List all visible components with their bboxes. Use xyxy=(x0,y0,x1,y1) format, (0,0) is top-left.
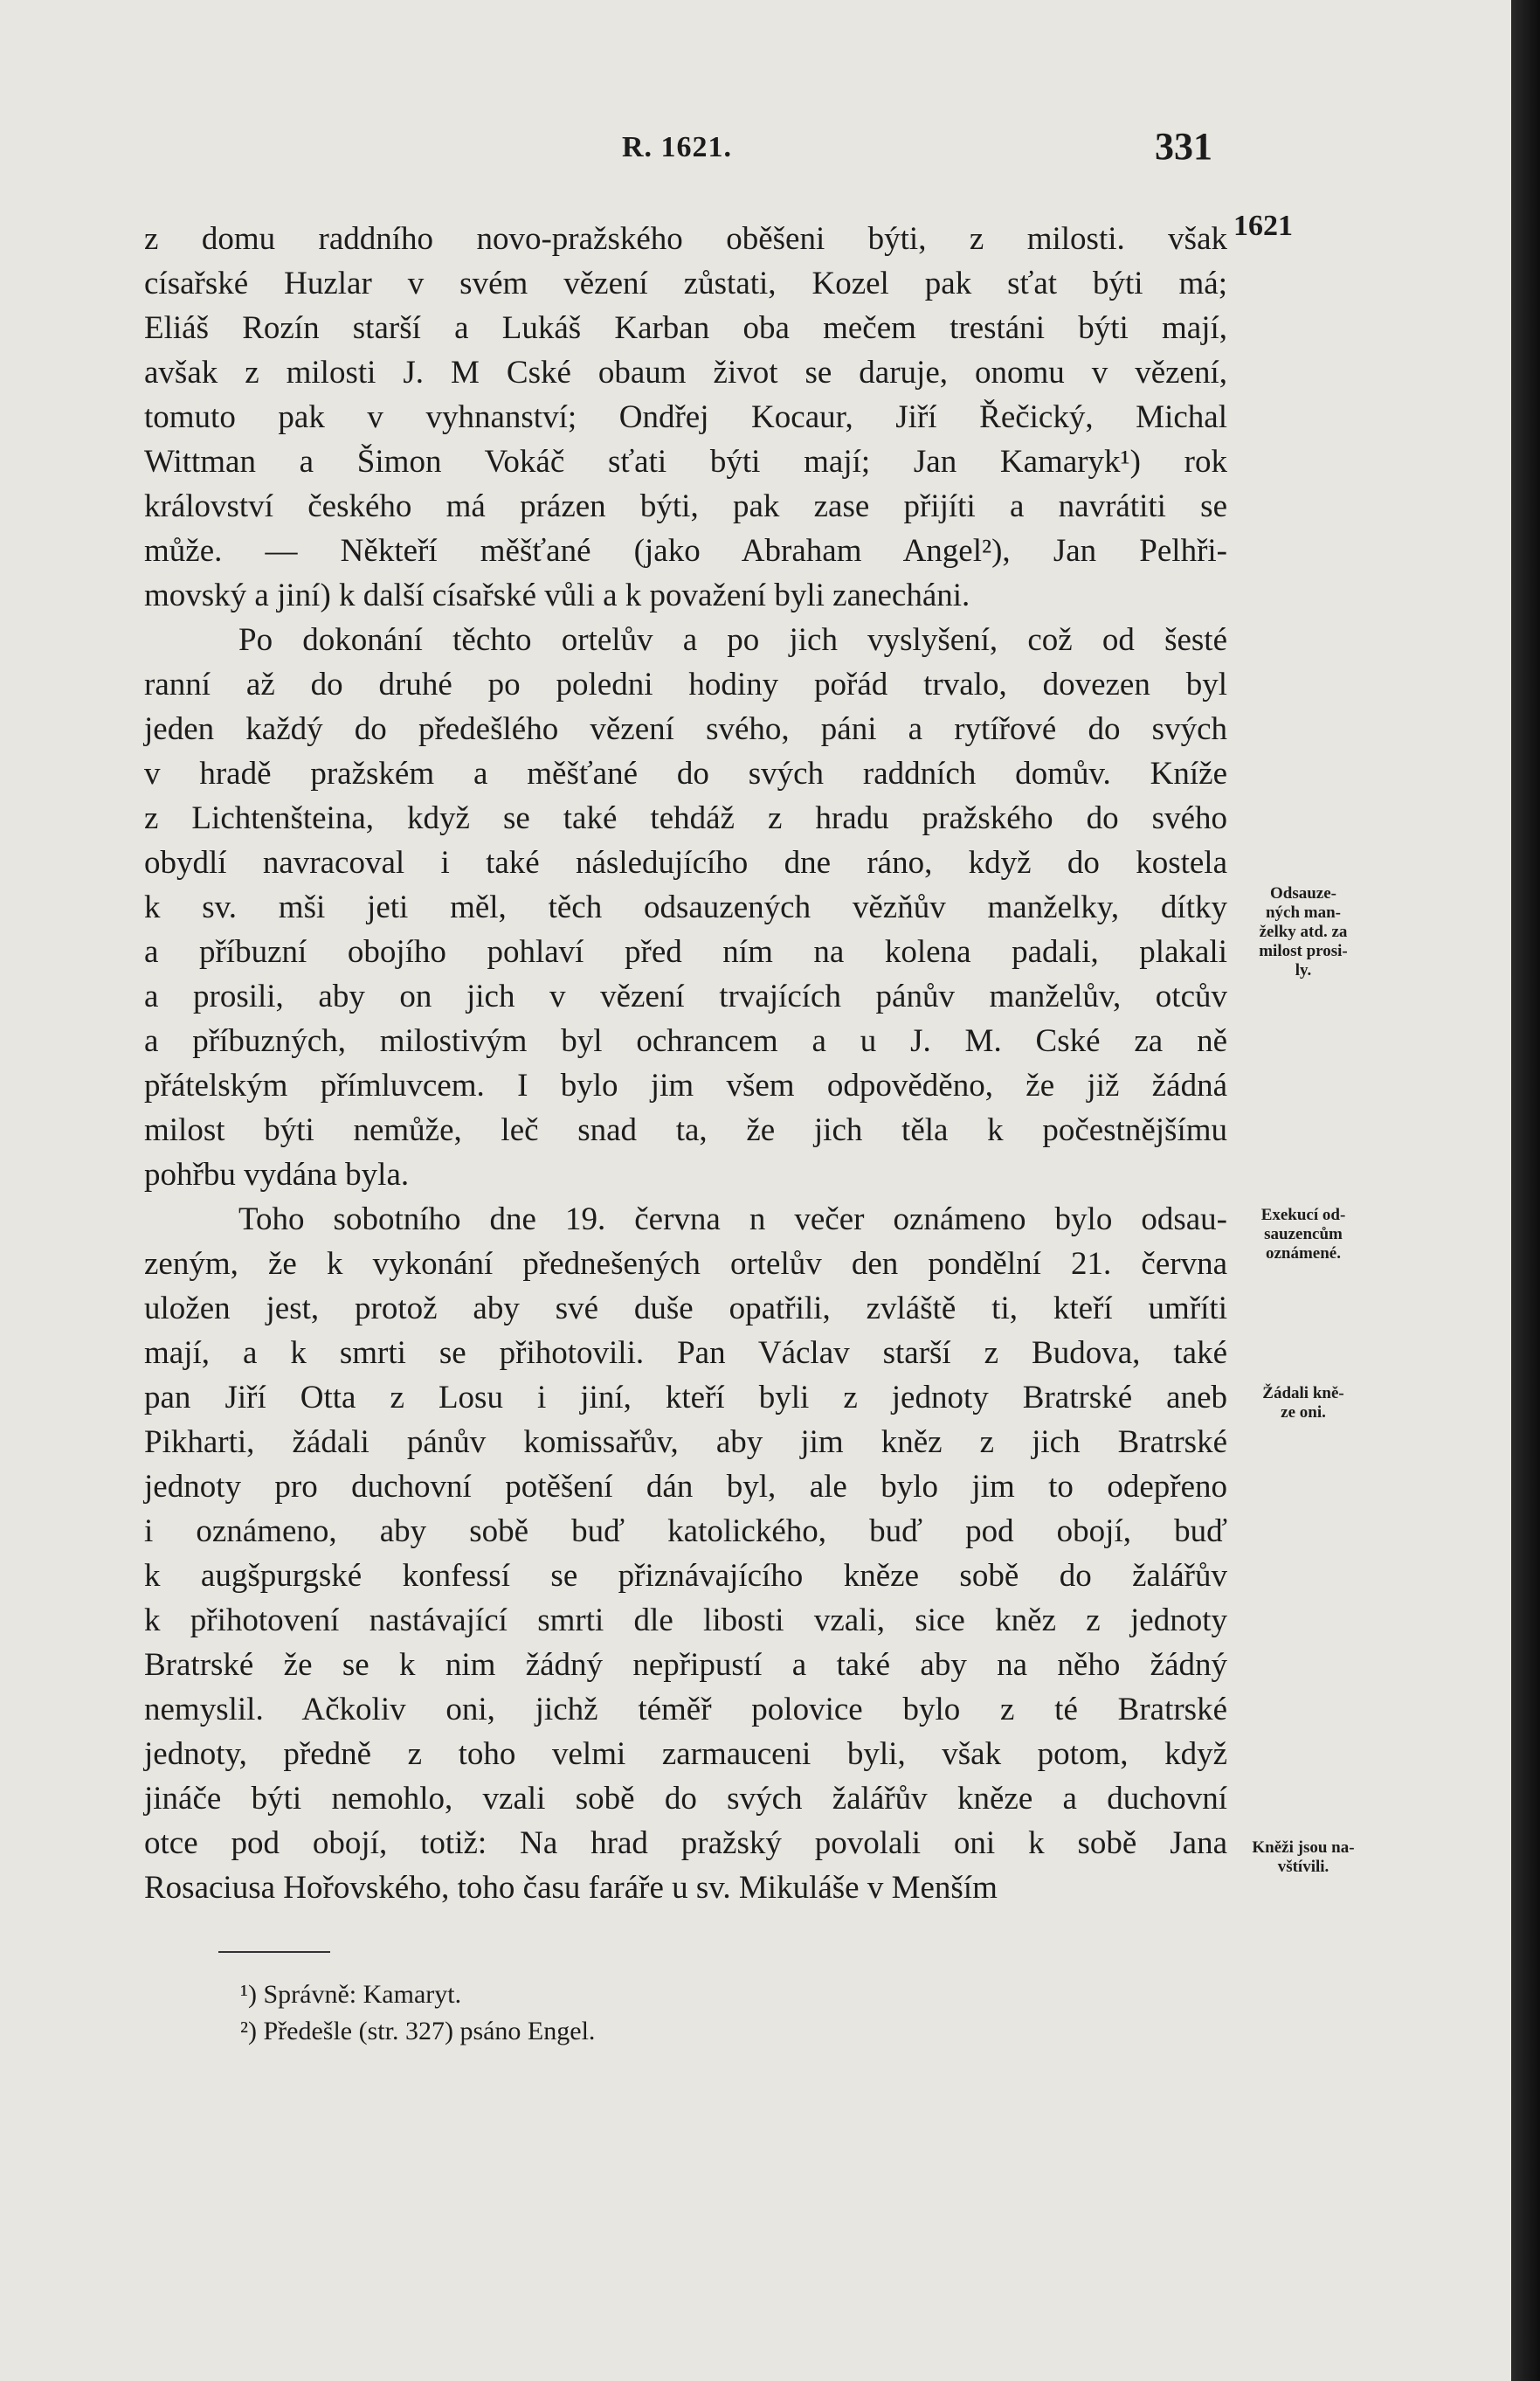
text-line: a příbuzní obojího pohlaví před ním na kolena padali, plakali xyxy=(144,934,1227,970)
margin-note-zadali: Žádali kně- ze oni. xyxy=(1262,1384,1344,1422)
text-line: pohřbu vydána byla. xyxy=(144,1157,410,1193)
text-line: Pikharti, žádali pánův komissařův, aby jim kněz z jich Bratrské xyxy=(144,1424,1227,1460)
text-line: tomuto pak v vyhnanství; Ondřej Kocaur, Jiří Řečický, Michal xyxy=(144,399,1227,435)
text-line: jednoty pro duchovní potěšení dán byl, ale bylo jim to odepřeno xyxy=(144,1469,1227,1505)
text-line: může. — Někteří měšťané (jako Abraham Angel²), Jan Pelhři- xyxy=(144,533,1227,569)
margin-note-odsauzenych: Odsauze- ných man- želky atd. za milost prosi- ly. xyxy=(1259,884,1348,979)
footnote: ²) Předešle (str. 327) psáno Engel. xyxy=(240,2017,596,2045)
running-head: R. 1621. xyxy=(622,131,733,163)
page-header xyxy=(0,125,1511,183)
margin-note-year: 1621 xyxy=(1233,210,1293,242)
text-line: k přihotovení nastávající smrti dle libosti vzali, sice kněz z jednoty xyxy=(144,1602,1227,1638)
text-line: i oznámeno, aby sobě buď katolického, buď pod obojí, buď xyxy=(144,1513,1227,1549)
text-line: přátelským přímluvcem. I bylo jim všem odpověděno, že již žádná xyxy=(144,1068,1227,1104)
text-line: mají, a k smrti se přihotovili. Pan Václav starší z Budova, také xyxy=(144,1335,1227,1371)
footnote: ¹) Správně: Kamaryt. xyxy=(240,1980,462,2009)
text-line: movský a jiní) k další císařské vůli a k považení byli zanecháni. xyxy=(144,578,970,613)
text-line: a příbuzných, milostivým byl ochrancem a u J. M. Cské za ně xyxy=(144,1023,1227,1059)
text-line: Bratrské že se k nim žádný nepřipustí a také aby na něho žádný xyxy=(144,1647,1227,1683)
text-line: nemyslil. Ačkoliv oni, jichž téměř polovice bylo z té Bratrské xyxy=(144,1692,1227,1727)
text-line: otce pod obojí, totiž: Na hrad pražský povolali oni k sobě Jana xyxy=(144,1825,1227,1861)
text-line: pan Jiří Otta z Losu i jiní, kteří byli z jednoty Bratrské aneb xyxy=(144,1380,1227,1415)
text-line: v hradě pražském a měšťané do svých raddních domův. Kníže xyxy=(144,756,1227,792)
scan-edge xyxy=(1511,0,1540,2381)
text-line: uložen jest, protož aby své duše opatřili, zvláště ti, kteří umříti xyxy=(144,1291,1227,1326)
text-line: Eliáš Rozín starší a Lukáš Karban oba mečem trestáni býti mají, xyxy=(144,310,1227,346)
text-line: ranní až do druhé po poledni hodiny pořád trvalo, dovezen byl xyxy=(144,667,1227,703)
text-line: z Lichtenšteina, když se také tehdáž z hradu pražského do svého xyxy=(144,800,1227,836)
margin-note-knezi: Kněži jsou na- vštívili. xyxy=(1252,1838,1355,1876)
text-line: Rosaciusa Hořovského, toho času faráře u sv. Mikuláše v Menším xyxy=(144,1870,998,1906)
text-line: císařské Huzlar v svém vězení zůstati, Kozel pak sťat býti má; xyxy=(144,266,1227,301)
text-line: Toho sobotního dne 19. června n večer oznámeno bylo odsau- xyxy=(238,1201,1227,1237)
text-line: jináče býti nemohlo, vzali sobě do svých žalářův kněze a duchovní xyxy=(144,1781,1227,1817)
text-line: k sv. mši jeti měl, těch odsauzených vězňův manželky, dítky xyxy=(144,889,1227,925)
text-line: obydlí navracoval i také následujícího dne ráno, když do kostela xyxy=(144,845,1227,881)
text-line: jednoty, předně z toho velmi zarmauceni byli, však potom, když xyxy=(144,1736,1227,1772)
text-line: a prosili, aby on jich v vězení trvajících pánův manželův, otcův xyxy=(144,979,1227,1014)
text-line: Wittman a Šimon Vokáč sťati býti mají; Jan Kamaryk¹) rok xyxy=(144,444,1227,480)
page-number: 331 xyxy=(1155,125,1212,168)
text-line: avšak z milosti J. M Cské obaum život se daruje, onomu v vězení, xyxy=(144,355,1227,391)
text-line: království českého má prázen býti, pak zase přijíti a navrátiti se xyxy=(144,488,1227,524)
text-line: jeden každý do předešlého vězení svého, páni a rytířové do svých xyxy=(144,711,1227,747)
text-line: zeným, že k vykonání přednešených ortelův den pondělní 21. června xyxy=(144,1246,1227,1282)
text-line: z domu raddního novo-pražského oběšeni býti, z milosti. však xyxy=(144,221,1227,257)
text-line: k augšpurgské konfessí se přiznávajícího kněze sobě do žalářův xyxy=(144,1558,1227,1594)
footnote-rule xyxy=(218,1951,330,1953)
text-line: milost býti nemůže, leč snad ta, že jich těla k počestnějšímu xyxy=(144,1112,1227,1148)
footnotes xyxy=(240,1976,1114,2050)
text-line: Po dokonání těchto ortelův a po jich vyslyšení, což od šesté xyxy=(238,622,1227,658)
body-text xyxy=(144,217,1227,1910)
margin-note-exekuci: Exekucí od- sauzencům oznámené. xyxy=(1260,1206,1346,1263)
